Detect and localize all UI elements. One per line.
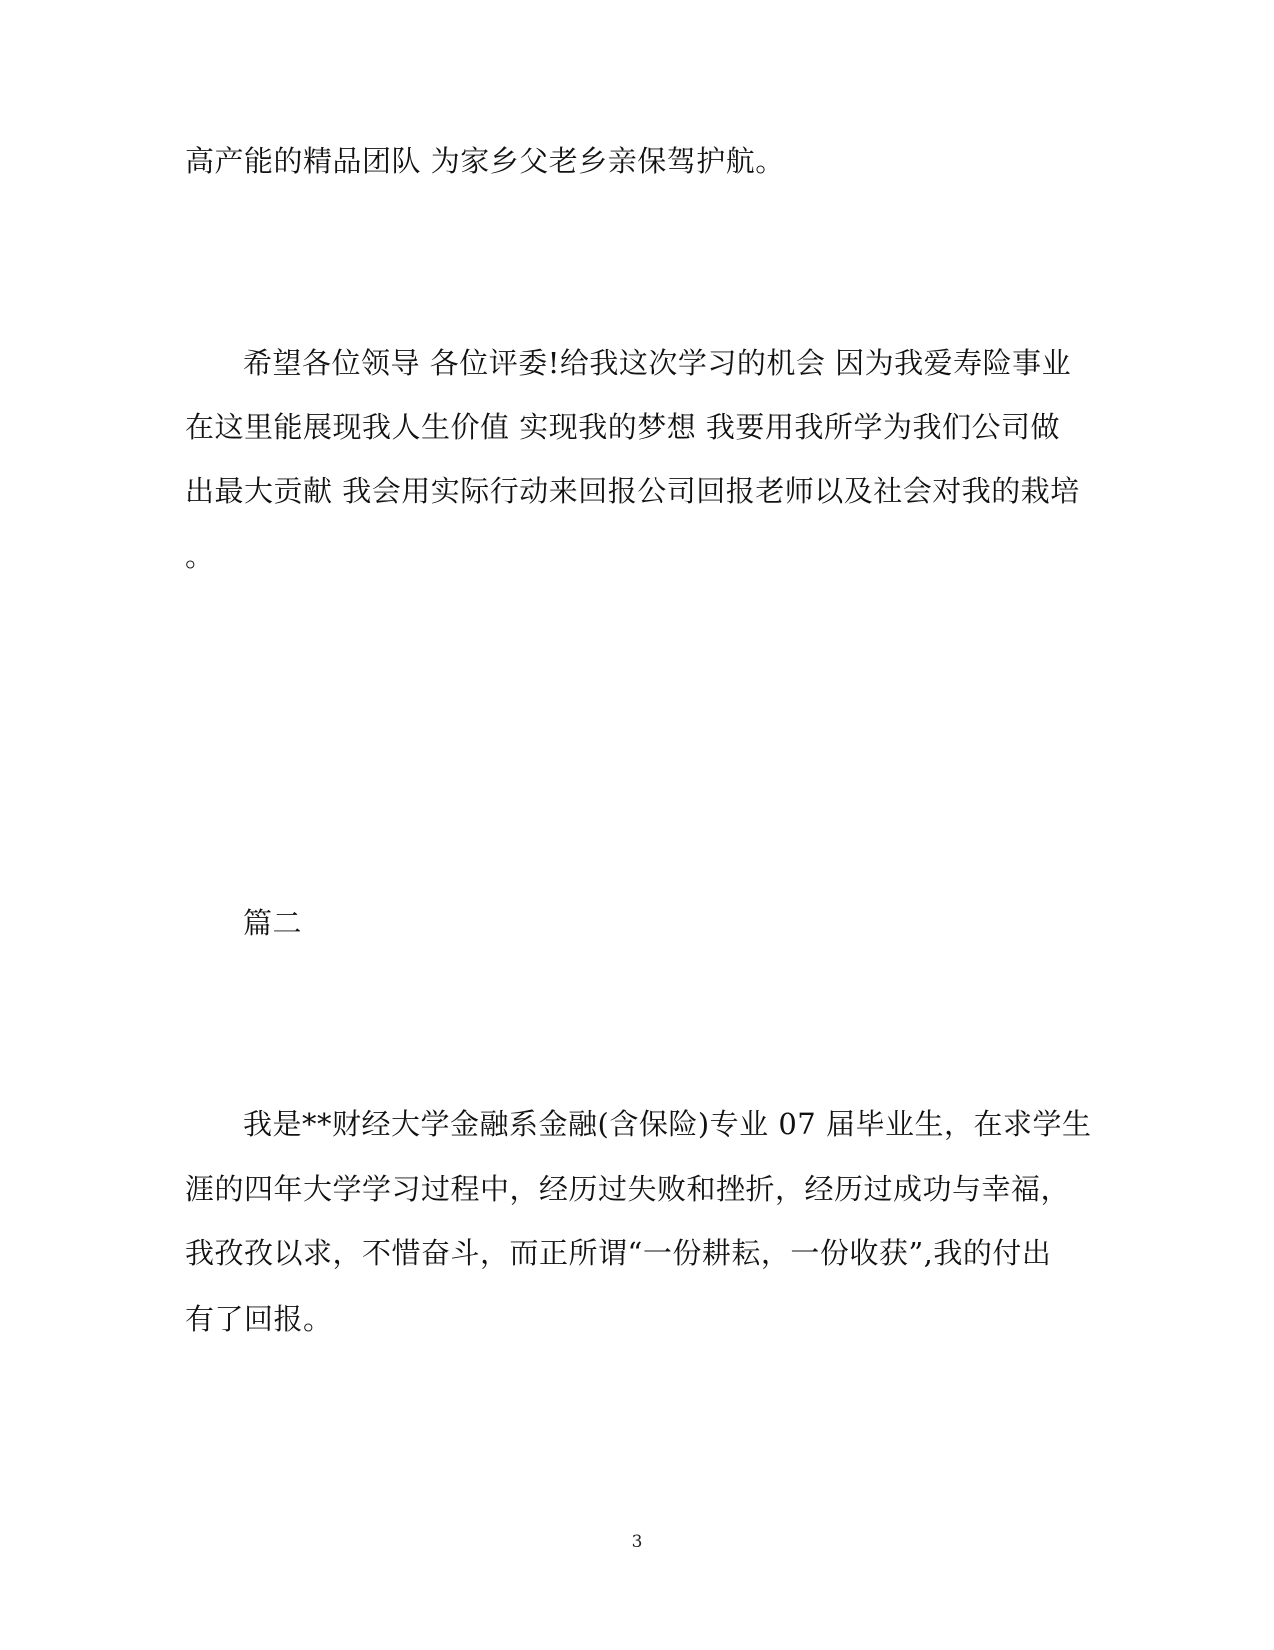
paragraph-1-line-1: 高产能的精品团队 为家乡父老乡亲保驾护航。	[185, 144, 785, 178]
paragraph-3-line-4: 有了回报。	[185, 1302, 333, 1336]
paragraph-3-line-1: 我是**财经大学金融系金融(含保险)专业 07 届毕业生，在求学生	[243, 1107, 1092, 1141]
section-heading: 篇二	[243, 906, 303, 940]
paragraph-2-line-4: 。	[185, 539, 215, 573]
page-number: 3	[631, 1532, 643, 1552]
paragraph-3-line-2: 涯的四年大学学习过程中，经历过失败和挫折，经历过成功与幸福，	[185, 1172, 1071, 1206]
paragraph-3-line-3: 我孜孜以求，不惜奋斗，而正所谓“一份耕耘，一份收获”,我的付出	[185, 1236, 1052, 1270]
paragraph-2-line-1: 希望各位领导 各位评委!给我这次学习的机会 因为我爱寿险事业	[243, 346, 1072, 380]
paragraph-2-line-3: 出最大贡献 我会用实际行动来回报公司回报老师以及社会对我的栽培	[185, 474, 1080, 508]
paragraph-2-line-2: 在这里能展现我人生价值 实现我的梦想 我要用我所学为我们公司做	[185, 410, 1060, 444]
